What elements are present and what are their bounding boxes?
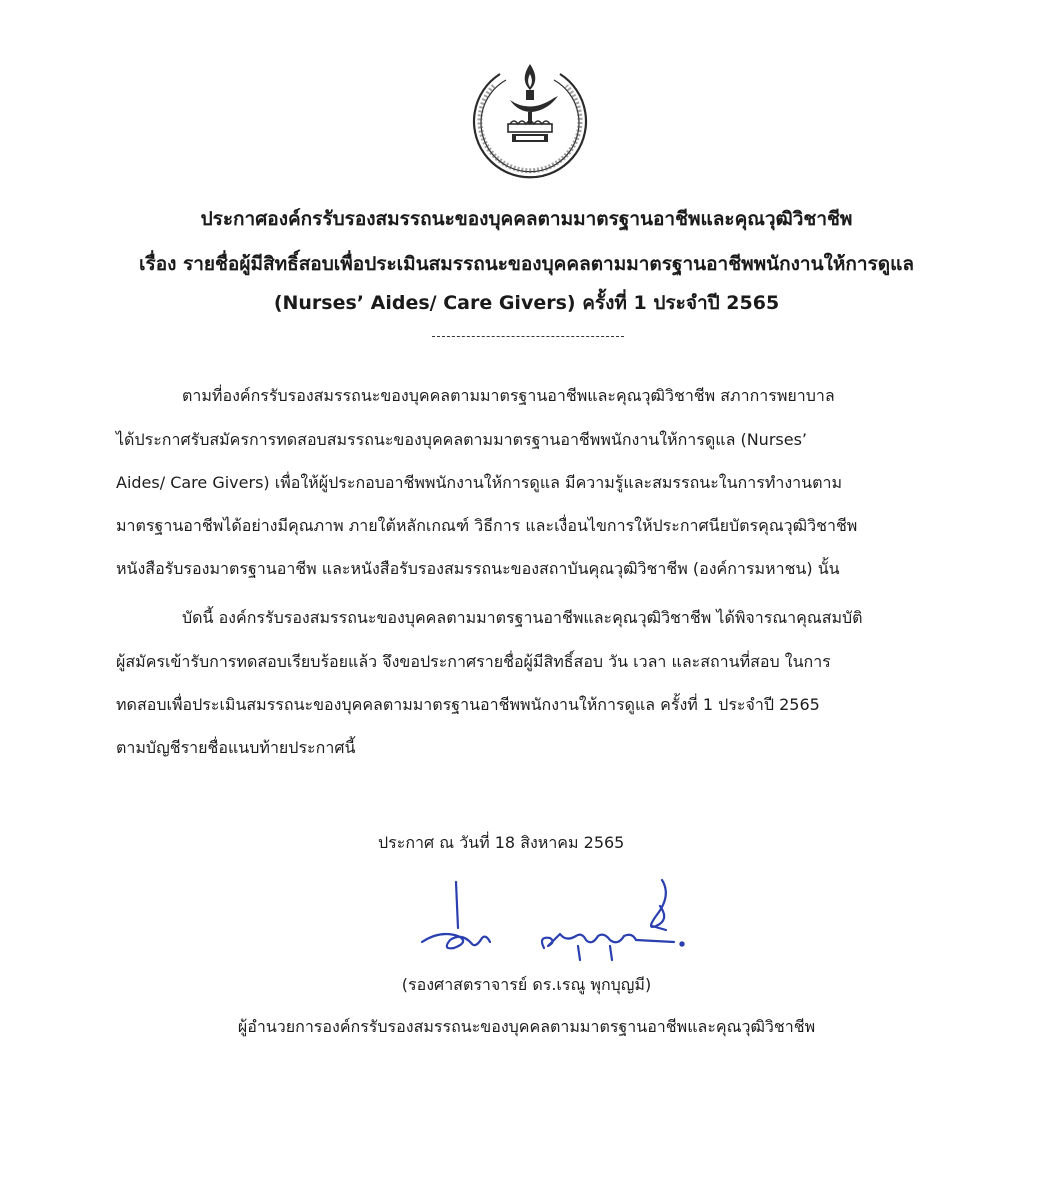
- paragraph-1-line-1: ตามที่องค์กรรับรองสมรรถนะของบุคคลตามมาตรฐานอาชีพและคุณวุฒิวิชาชีพ สภาการพยาบาล: [182, 386, 835, 405]
- paragraph-1-line-5: หนังสือรับรองมาตรฐานอาชีพ และหนังสือรับรองสมรรถนะของสถาบันคุณวุฒิวิชาชีพ (องค์การมหาชน) นั้น: [116, 559, 840, 578]
- signer-name: (รองศาสตราจารย์ ดร.เรณู พุกบุญมี): [401, 975, 652, 994]
- organization-seal-icon: [462, 56, 598, 192]
- paragraph-2-line-2: ผู้สมัครเข้ารับการทดสอบเรียบร้อยแล้ว จึงขอประกาศรายชื่อผู้มีสิทธิ์สอบ วัน เวลา และสถานที่สอบ ในการ: [116, 652, 831, 671]
- paragraph-1-line-4: มาตรฐานอาชีพได้อย่างมีคุณภาพ ภายใต้หลักเกณฑ์ วิธีการ และเงื่อนไขการให้ประกาศนียบัตรคุณวุฒิวิชาชีพ: [116, 516, 858, 535]
- announcement-title: ประกาศองค์กรรับรองสมรรถนะของบุคคลตามมาตรฐานอาชีพและคุณวุฒิวิชาชีพ: [200, 208, 853, 230]
- paragraph-2-line-3: ทดสอบเพื่อประเมินสมรรถนะของบุคคลตามมาตรฐานอาชีพพนักงานให้การดูแล ครั้งที่ 1 ประจำปี 2565: [116, 695, 820, 714]
- paragraph-2-line-4: ตามบัญชีรายชื่อแนบท้ายประกาศนี้: [116, 738, 356, 757]
- paragraph-2-line-1: บัดนี้ องค์กรรับรองสมรรถนะของบุคคลตามมาตรฐานอาชีพและคุณวุฒิวิชาชีพ ได้พิจารณาคุณสมบัติ: [182, 608, 863, 627]
- announcement-round: (Nurses’ Aides/ Care Givers) ครั้งที่ 1 ประจำปี 2565: [273, 292, 780, 314]
- title-divider: [432, 336, 624, 337]
- paragraph-1-line-2: ได้ประกาศรับสมัครการทดสอบสมรรถนะของบุคคลตามมาตรฐานอาชีพพนักงานให้การดูแล (Nurses’: [116, 430, 807, 449]
- announced-date: ประกาศ ณ วันที่ 18 สิงหาคม 2565: [378, 833, 625, 852]
- paragraph-1-line-3: Aides/ Care Givers) เพื่อให้ผู้ประกอบอาชีพพนักงานให้การดูแล มีความรู้และสมรรถนะในการทำงานตาม: [116, 473, 843, 492]
- announcement-subject: เรื่อง รายชื่อผู้มีสิทธิ์สอบเพื่อประเมินสมรรถนะของบุคคลตามมาตรฐานอาชีพพนักงานให้การดูแล: [139, 253, 914, 275]
- handwritten-signature-icon: [410, 876, 700, 966]
- signer-position: ผู้อำนวยการองค์กรรับรองสมรรถนะของบุคคลตามมาตรฐานอาชีพและคุณวุฒิวิชาชีพ: [237, 1017, 816, 1036]
